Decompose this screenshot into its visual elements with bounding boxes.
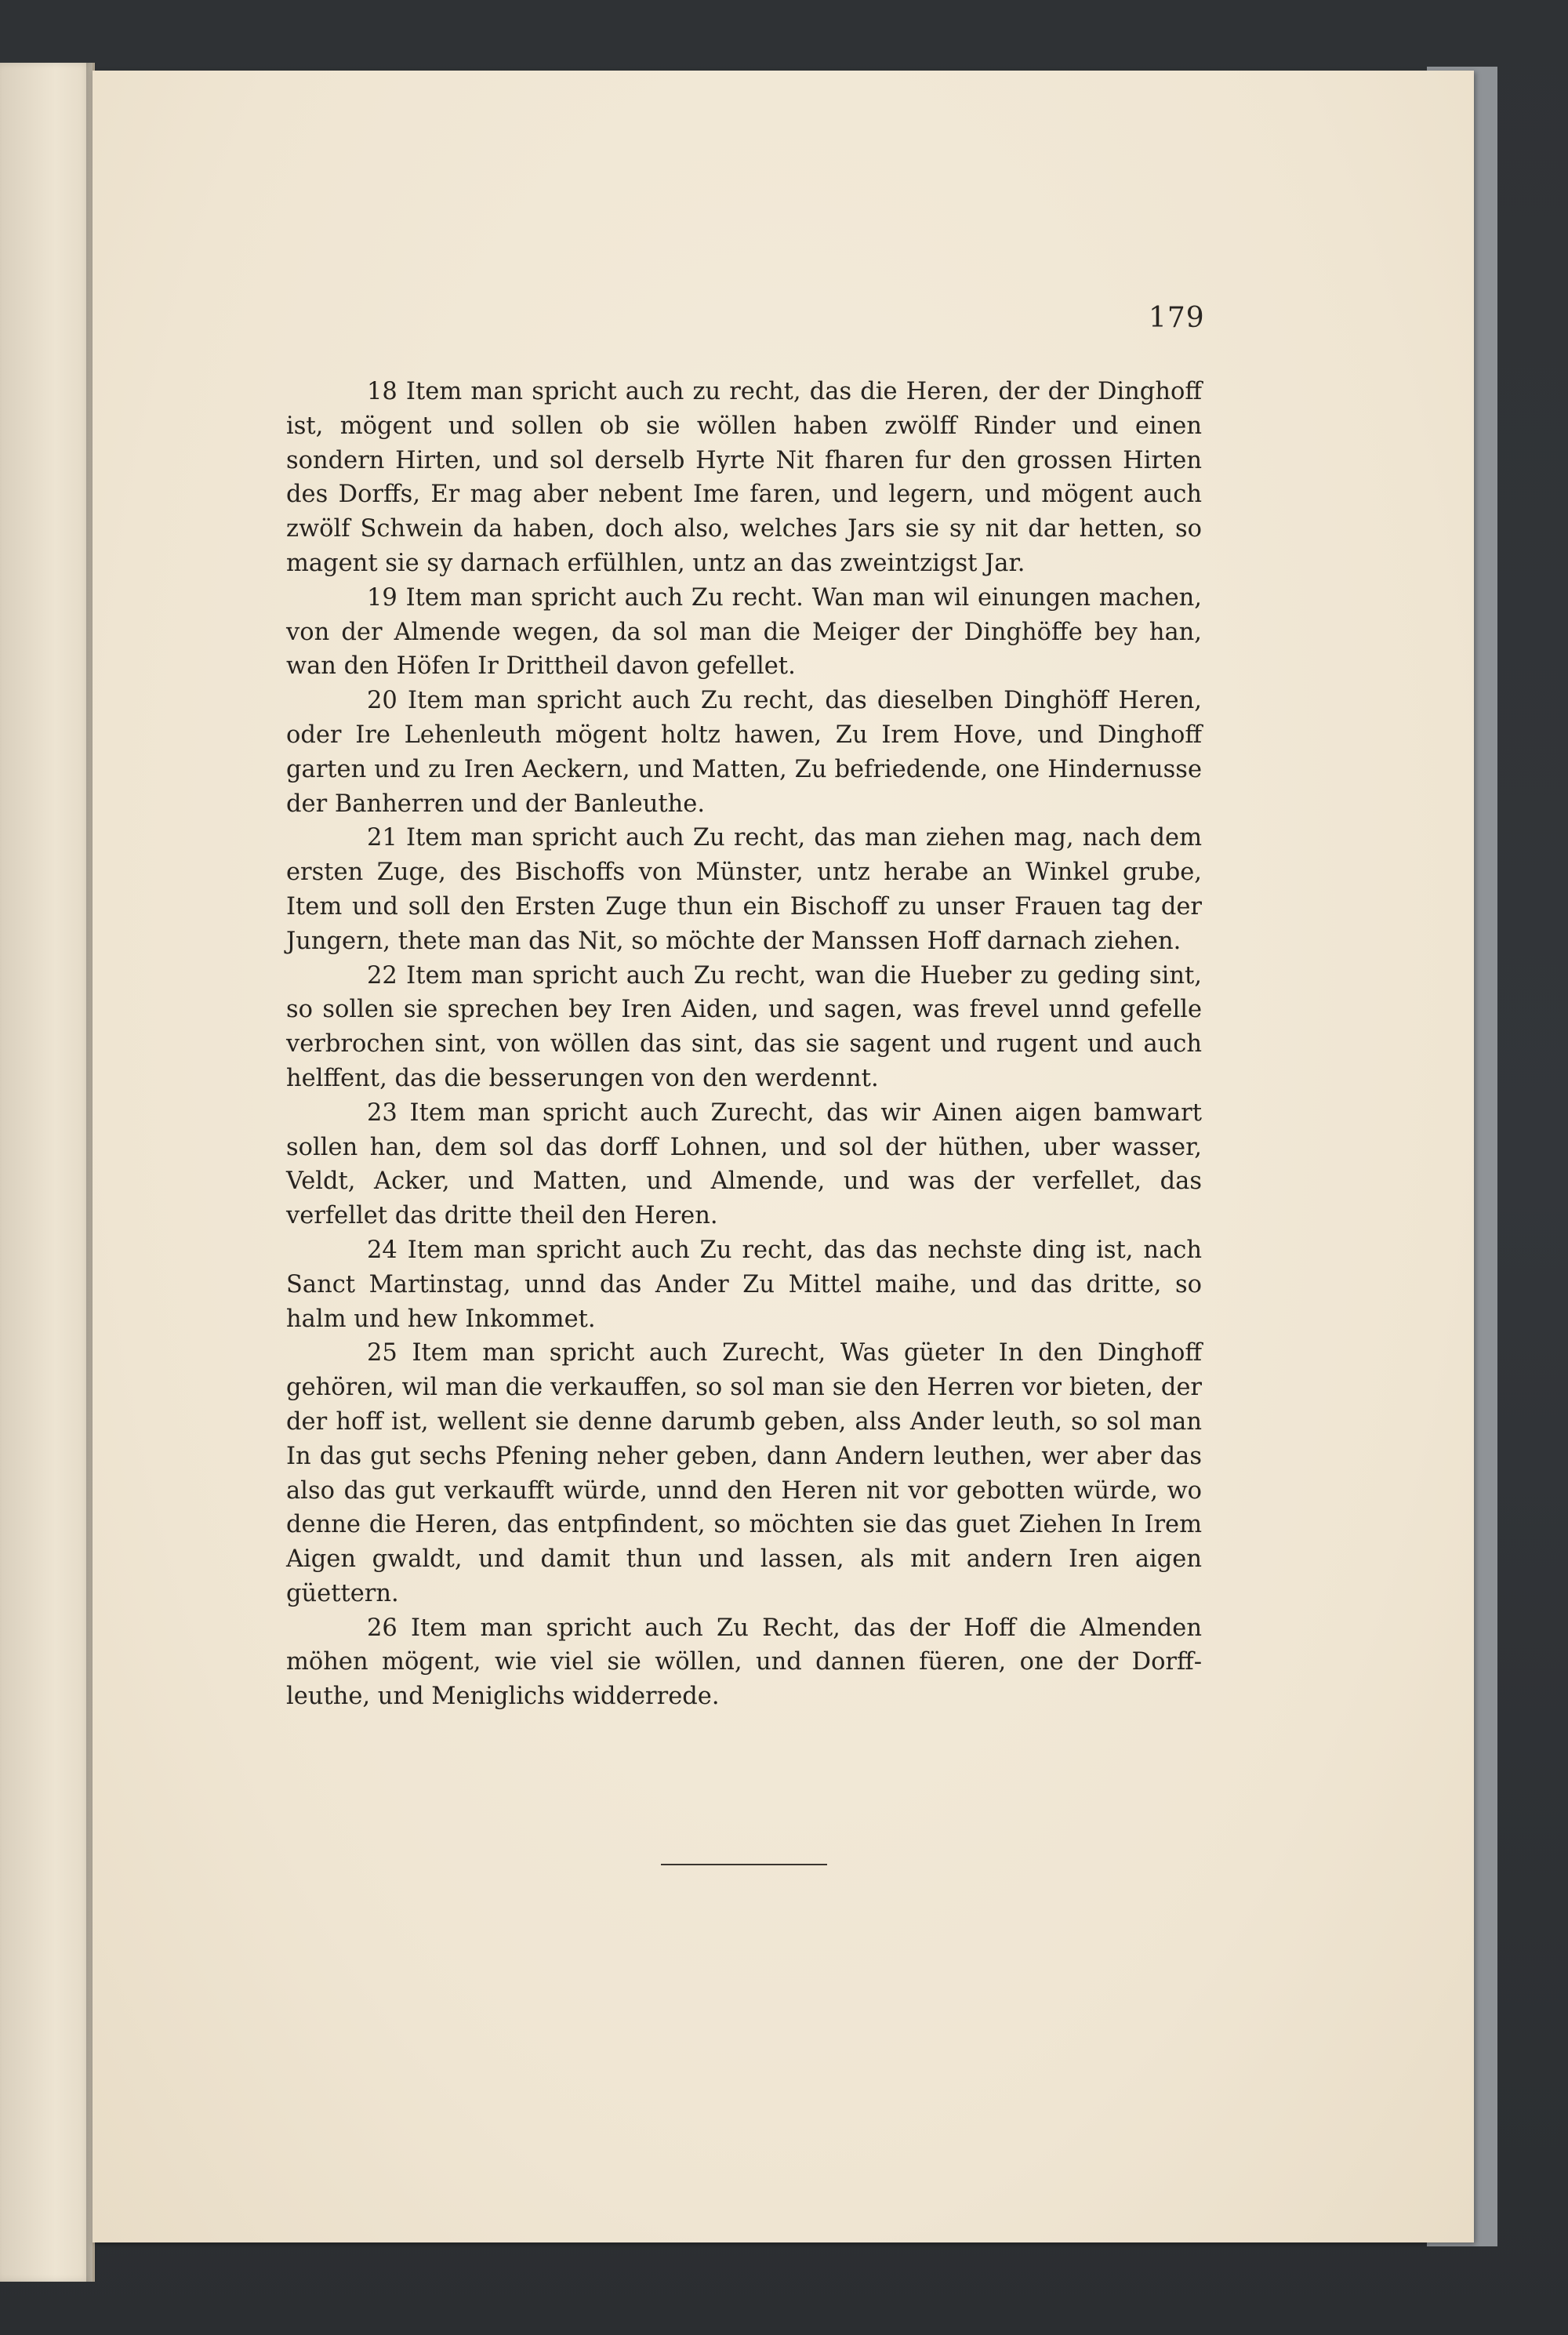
paragraph-19: 19 Item man spricht auch Zu recht. Wan man wil einungen machen, von der Almende wegen, da sol man die Meiger der Dinghöffe bey han, wan den Höfen Ir Drittheil davon gefellet. — [286, 583, 1202, 681]
paragraph-24: 24 Item man spricht auch Zu recht, das das nechste ding ist, nach Sanct Martinstag, unnd das Ander Zu Mittel maihe, und das dritte, so halm und hew Inkommet. — [286, 1236, 1202, 1333]
paragraph-21: 21 Item man spricht auch Zu recht, das man ziehen mag, nach dem ersten Zuge, des Bischoffs von Münster, untz herabe an Winkel grube, Item und soll den Ersten Zuge thun ein Bischoff zu unser Frauen tag der Jungern, thete man das Nit, so möchte der Manssen Hoff darnach ziehen. — [286, 824, 1202, 955]
paragraph-23: 23 Item man spricht auch Zurecht, das wir Ainen aigen bamwart sollen han, dem sol das dorff Lohnen, und sol der hüthen, uber wasser, Veldt, Acker, und Matten, und Almende, und was der verfellet, das verfellet das dritte theil den Heren. — [286, 1099, 1202, 1230]
separator-rule — [661, 1864, 827, 1865]
paragraph-26: 26 Item man spricht auch Zu Recht, das der Hoff die Almenden möhen mögent, wie viel sie wöllen, und dannen füeren, one der Dorffleuthe, und Meniglichs widderrede. — [286, 1614, 1202, 1711]
paragraph-20: 20 Item man spricht auch Zu recht, das dieselben Dinghöff Heren, oder Ire Lehenleuth mögent holtz hawen, Zu Irem Hove, und Dinghoff garten und zu Iren Aeckern, und Matten, Zu befriedende, one Hindernusse der Banherren und der Banleuthe. — [286, 687, 1202, 818]
left-page-edge — [0, 63, 95, 2282]
paragraph-18: 18 Item man spricht auch zu recht, das die Heren, der der Dinghoff ist, mögent und sollen ob sie wöllen haben zwölff Rinder und einen sondern Hirten, und sol derselb Hyrte Nit fharen fur den grossen Hirten des Dorffs, Er mag aber nebent Ime faren, und legern, und mögent auch zwölf Schwein da haben, doch also, welches Jars sie sy nit dar hetten, so magent sie sy darnach erfülhlen, untz an das zweintzigst Jar. — [286, 378, 1202, 577]
paragraph-25: 25 Item man spricht auch Zurecht, Was güeter In den Dinghoff gehören, wil man die verkauffen, so sol man sie den Herren vor bieten, der der hoff ist, wellent sie denne darumb geben, alss Ander leuth, so sol man In das gut sechs Pfening neher geben, dann Andern leuthen, wer aber das also das gut verkaufft würde, unnd den Heren nit vor gebotten würde, wo denne die Heren, das entpfindent, so möchten sie das guet Ziehen In Irem Aigen gwaldt, und damit thun und lassen, als mit andern Iren aigen güettern. — [286, 1339, 1202, 1607]
page-number: 179 — [1149, 302, 1205, 334]
text-block — [286, 375, 1202, 1714]
paragraph-22: 22 Item man spricht auch Zu recht, wan die Hueber zu geding sint, so sollen sie sprechen bey Iren Aiden, und sagen, was frevel unnd gefelle verbrochen sint, von wöllen das sint, das sie sagent und rugent und auch helffent, das die besserungen von den werdennt. — [286, 961, 1202, 1092]
